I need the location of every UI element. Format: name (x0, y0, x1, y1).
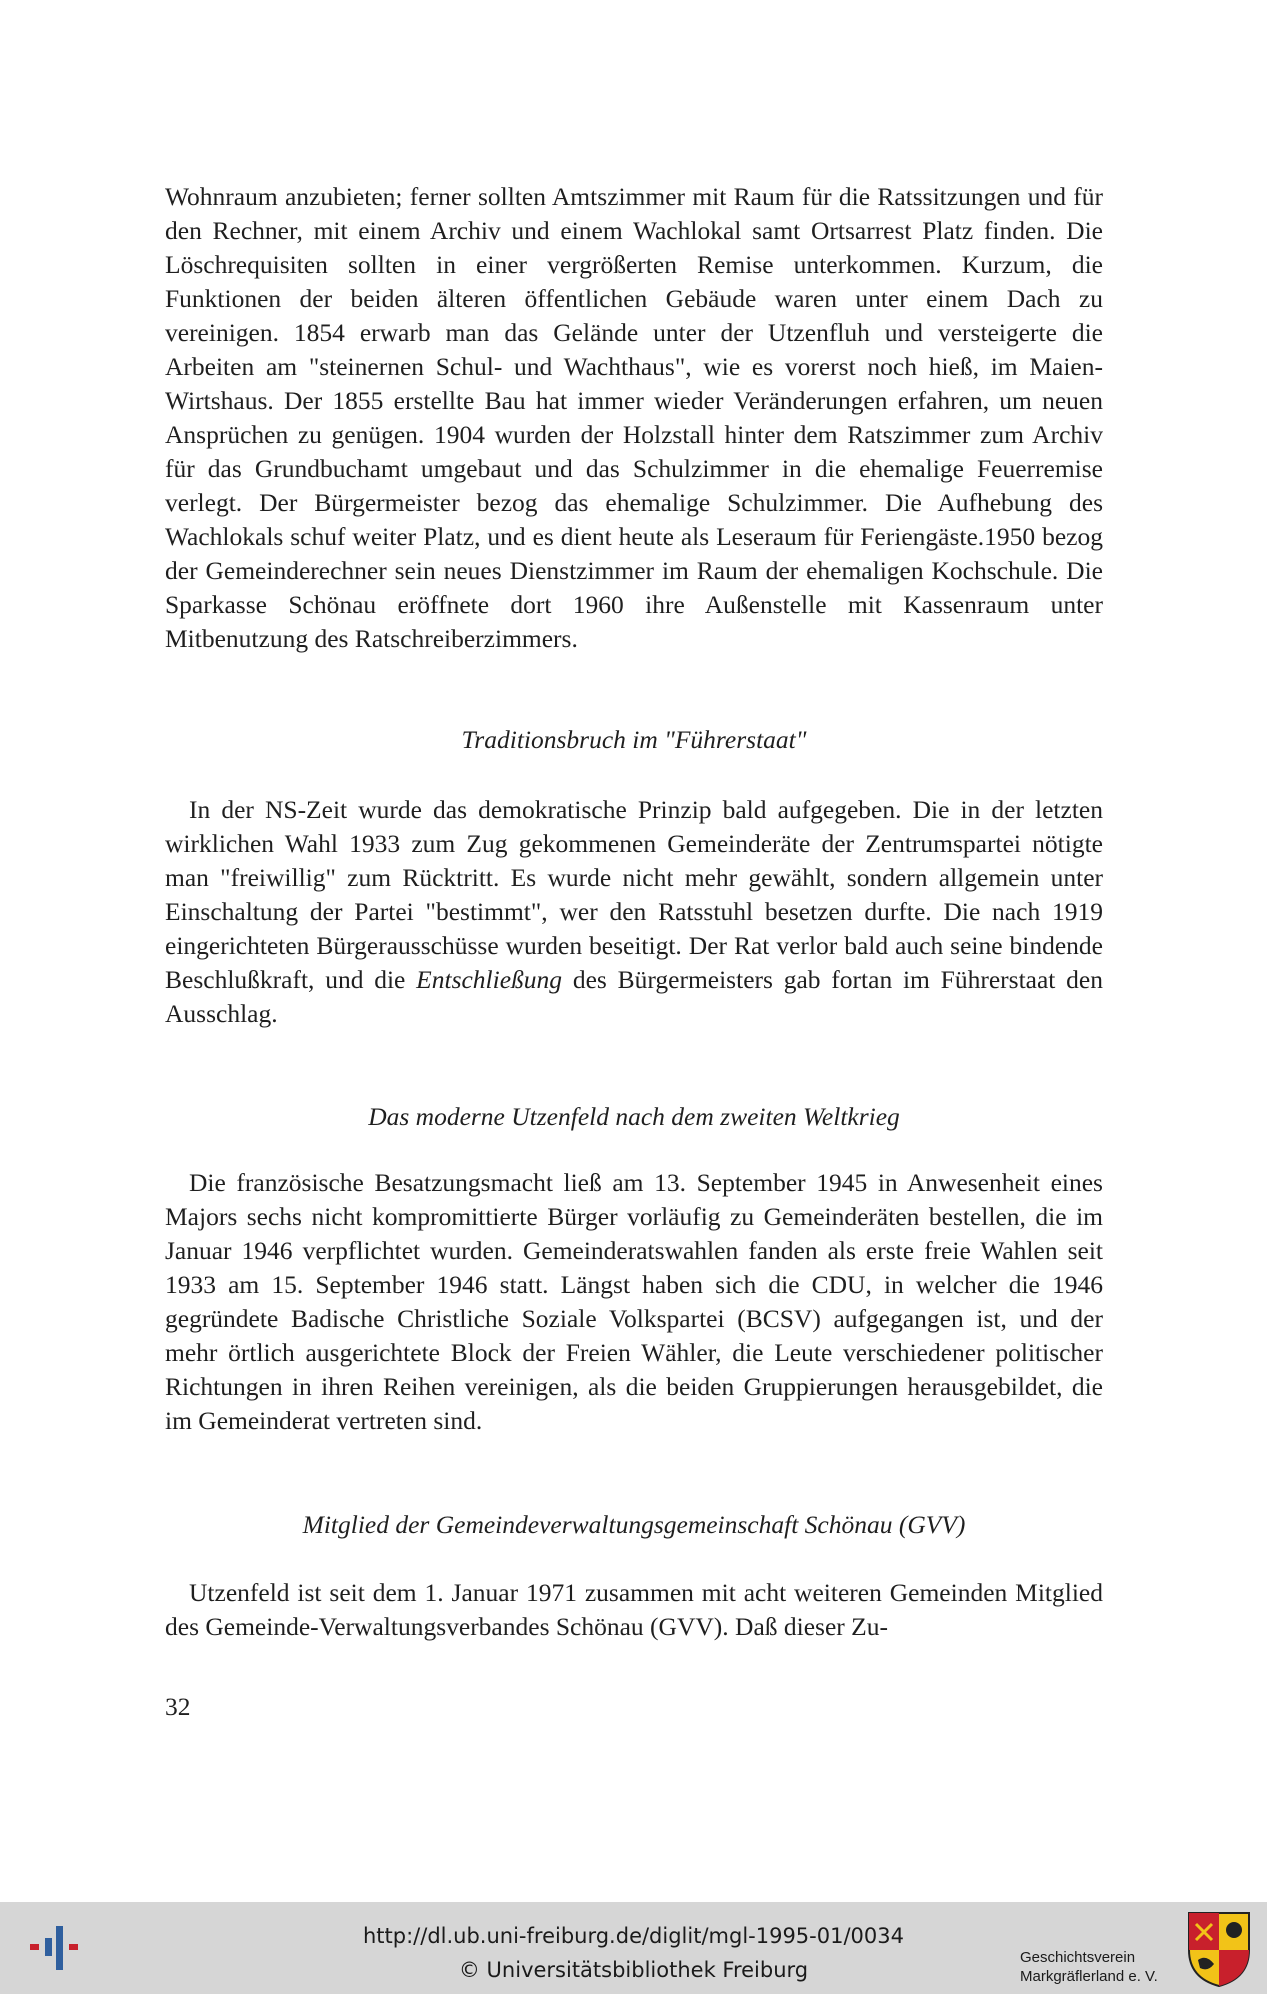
section-heading-modern: Das moderne Utzenfeld nach dem zweiten Weltkrieg (368, 1102, 900, 1131)
paragraph-ns-zeit-part-1: In der NS-Zeit wurde das demokratische Prinzip bald aufgegeben. Die in der letzten wirklichen Wahl 1933 zum Zug gekommenen Gemeinderäte der Zentrumspartei nötigte man "freiwillig" zum Rücktritt. Es wurde nicht mehr gewählt, sondern allgemein unter Einschaltung der Partei "bestimmt", wer den Ratsstuhl besetzen durfte. Die nach 1919 eingerichteten Bürgerausschüsse wurden beseitigt. Der Rat verlor bald auch seine bindende Beschlußkraft, und die (165, 795, 1103, 994)
text-column-1 (165, 180, 1103, 656)
heading-block-2 (165, 1100, 1103, 1134)
paragraph-ns-zeit-part-2: des Bürgermeisters gab fortan im Führerstaat den Ausschlag. (165, 965, 1103, 1028)
paragraph-rathaus: Wohnraum anzubieten; ferner sollten Amtszimmer mit Raum für die Ratssitzungen und für den Rechner, mit einem Archiv und einem Wachlokal samt Ortsarrest Platz finden. Die Löschrequisiten sollten in einer vergrößerten Remise unterkommen. Kurzum, die Funktionen der beiden älteren öffentlichen Gebäude waren unter einem Dach zu vereinigen. 1854 erwarb man das Gelände unter der Utzenfluh und versteigerte die Arbeiten am "steinernen Schul- und Wachthaus", wie es vorerst noch hieß, im Maien-Wirtshaus. Der 1855 erstellte Bau hat immer wieder Veränderungen erfahren, um neuen Ansprüchen zu genügen. 1904 wurden der Holzstall hinter dem Ratszimmer zum Archiv für das Grundbuchamt umgebaut und das Schulzimmer in die ehemalige Feuerremise verlegt. Der Bürgermeister bezog das ehemalige Schulzimmer. Die Aufhebung des Wachlokals schuf weiter Platz, und es dient heute als Leseraum für Feriengäste.1950 bezog der Gemeinderechner sein neues Dienstzimmer im Raum der ehemaligen Kochschule. Die Sparkasse Schönau eröffnete dort 1960 ihre Außenstelle mit Kassenraum unter Mitbenutzung des Ratschreiberzimmers. (165, 182, 1103, 653)
paragraph-gvv: Utzenfeld ist seit dem 1. Januar 1971 zusammen mit acht weiteren Gemeinden Mitglied des Gemeinde-Verwaltungsverbandes Schönau (GVV). Daß dieser Zu- (165, 1578, 1103, 1641)
society-name (1020, 1948, 1158, 1986)
paragraph-ns-zeit (165, 793, 1103, 1031)
society-name-line-2: Markgräflerland e. V. (1020, 1968, 1158, 1985)
footer-copyright: © Universitätsbibliothek Freiburg (458, 1958, 809, 1982)
coat-of-arms-icon (1186, 1910, 1252, 1988)
footer-url-link[interactable]: http://dl.ub.uni-freiburg.de/diglit/mgl-1995-01/0034 (362, 1924, 904, 1948)
footer-bar (0, 1902, 1267, 1994)
text-column-3 (165, 1166, 1103, 1438)
society-name-line-1: Geschichtsverein (1020, 1949, 1136, 1966)
text-column-2 (165, 793, 1103, 1031)
page-number: 32 (165, 1692, 191, 1721)
section-heading-gvv: Mitglied der Gemeindeverwaltungsgemeinschaft Schönau (GVV) (302, 1510, 966, 1539)
paragraph-besatzung: Die französische Besatzungsmacht ließ am 13. September 1945 in Anwesenheit eines Majors sechs nicht kompromittierte Bürger vorläufig zu Gemeinderäten bestellen, die im Januar 1946 verpflichtet wurden. Gemeinderatswahlen fanden als erste freie Wahlen seit 1933 am 15. September 1946 statt. Längst haben sich die CDU, in welcher die 1946 gegründete Badische Christliche Soziale Volkspartei (BCSV) aufgegangen ist, und der mehr örtlich ausgerichtete Block der Freien Wähler, die Leute verschiedener politischer Richtungen in ihren Reihen vereinigen, als die beiden Gruppierungen herausgebildet, die im Gemeinderat vertreten sind. (165, 1168, 1103, 1435)
heading-block-1 (165, 723, 1103, 757)
paragraph-ns-zeit-emphasis: Entschließung (416, 965, 563, 994)
section-heading-traditionsbruch: Traditionsbruch im "Führerstaat" (461, 725, 807, 754)
heading-block-3 (165, 1508, 1103, 1542)
text-column-4 (165, 1576, 1103, 1644)
